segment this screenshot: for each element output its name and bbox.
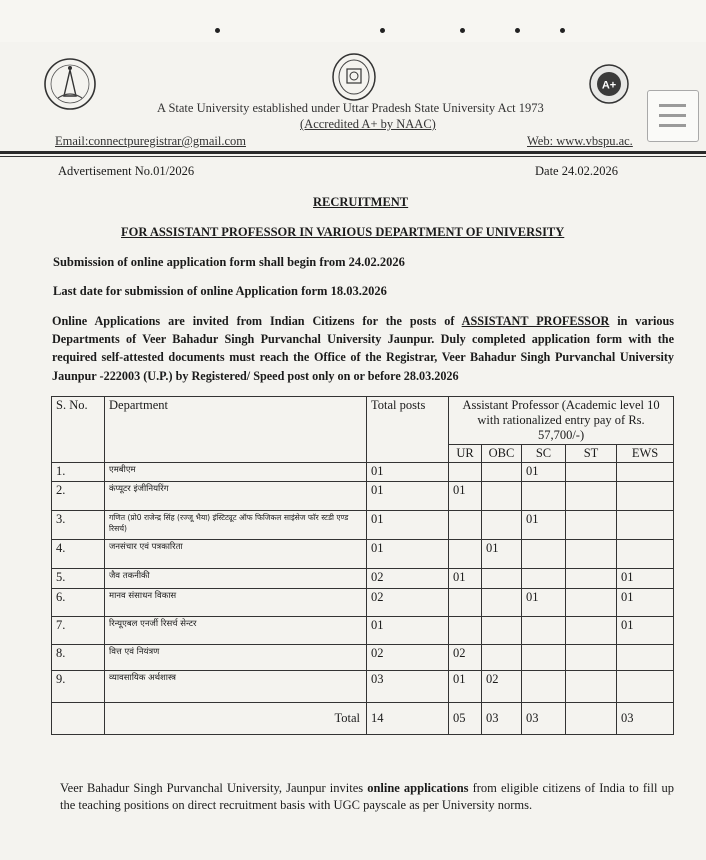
post-name: ASSISTANT PROFESSOR xyxy=(461,314,610,328)
email-link[interactable]: Email:connectpuregistrar@gmail.com xyxy=(55,134,246,148)
university-logo-left xyxy=(42,56,98,112)
footer-paragraph: Veer Bahadur Singh Purvanchal University, Jaunpur invites online applications from eligible citizens of India to fill up the teaching positions on direct recruitment basis with UGC payscale as per University norms. xyxy=(60,781,674,812)
header-ews: EWS xyxy=(617,445,674,463)
table-row: 6. मानव संसाधन विकास 02 01 01 xyxy=(52,589,674,617)
header-ur: UR xyxy=(449,445,482,463)
vacancy-table xyxy=(51,396,674,735)
table-row: 1. एमबीएम 01 01 xyxy=(52,463,674,482)
table-row: 9. व्यावसायिक अर्थशास्त्र 03 01 02 xyxy=(52,671,674,703)
document-title: RECRUITMENT xyxy=(313,195,409,209)
svg-text:A+: A+ xyxy=(601,79,617,92)
advertisement-number: Advertisement No.01/2026 xyxy=(58,164,195,178)
table-row: 2. कंप्यूटर इंजीनियरिंग 01 01 xyxy=(52,482,674,511)
header-department: Department xyxy=(105,397,367,463)
naac-grade-logo xyxy=(587,62,631,106)
header-obc: OBC xyxy=(482,445,522,463)
menu-icon[interactable] xyxy=(647,90,699,142)
header-st: ST xyxy=(566,445,617,463)
table-row: 3. गणित (प्रो0 राजेन्द्र सिंह (रज्जू भैया) इंस्टिट्यूट ऑफ फिजिकल साइंसेज फॉर स्टडी एण्ड रिसर्च) 01 01 xyxy=(52,511,674,540)
table-row: 5. जैव तकनीकी 02 01 01 xyxy=(52,569,674,589)
cropped-mark xyxy=(515,28,520,33)
header-sno: S. No. xyxy=(52,397,105,463)
header-total-posts: Total posts xyxy=(367,397,449,463)
website-link[interactable]: Web: www.vbspu.ac. xyxy=(527,134,633,148)
header-divider-thin xyxy=(0,156,706,157)
university-seal-center xyxy=(330,52,378,102)
accreditation-line: (Accredited A+ by NAAC) xyxy=(300,117,436,131)
document-subtitle: FOR ASSISTANT PROFESSOR IN VARIOUS DEPARTMENT OF UNIVERSITY xyxy=(121,225,565,239)
cropped-mark xyxy=(215,28,220,33)
cropped-header-strip xyxy=(0,0,706,42)
cropped-mark xyxy=(380,28,385,33)
invitation-paragraph: Online Applications are invited from Indian Citizens for the posts of ASSISTANT PROFESSOR in various Departments of Veer Bahadur Singh Purvanchal University Jaunpur. Duly completed application form with the required self-attested documents must reach the Office of the Registrar, Veer Bahadur Singh Purvanchal University Jaunpur -222003 (U.P.) by Registered/ Speed post only on or before 28.03.2026 xyxy=(52,314,674,383)
cropped-mark xyxy=(460,28,465,33)
establishment-line: A State University established under Uttar Pradesh State University Act 1973 xyxy=(157,101,544,115)
table-row: 7. रिन्यूएबल एनर्जी रिसर्च सेन्टर 01 01 xyxy=(52,617,674,645)
table-total-row: Total 14 05 03 03 03 xyxy=(52,703,674,735)
last-date-notice: Last date for submission of online Application form 18.03.2026 xyxy=(53,284,387,298)
table-row: 4. जनसंचार एवं पत्रकारिता 01 01 xyxy=(52,540,674,569)
table-row: 8. वित्त एवं नियंत्रण 02 02 xyxy=(52,645,674,671)
advertisement-date: Date 24.02.2026 xyxy=(535,164,618,178)
submission-begin-notice: Submission of online application form shall begin from 24.02.2026 xyxy=(53,255,405,269)
header-sc: SC xyxy=(522,445,566,463)
header-divider xyxy=(0,151,706,154)
cropped-mark xyxy=(560,28,565,33)
header-assistant-professor: Assistant Professor (Academic level 10 with rationalized entry pay of Rs. 57,700/-) xyxy=(449,397,674,445)
